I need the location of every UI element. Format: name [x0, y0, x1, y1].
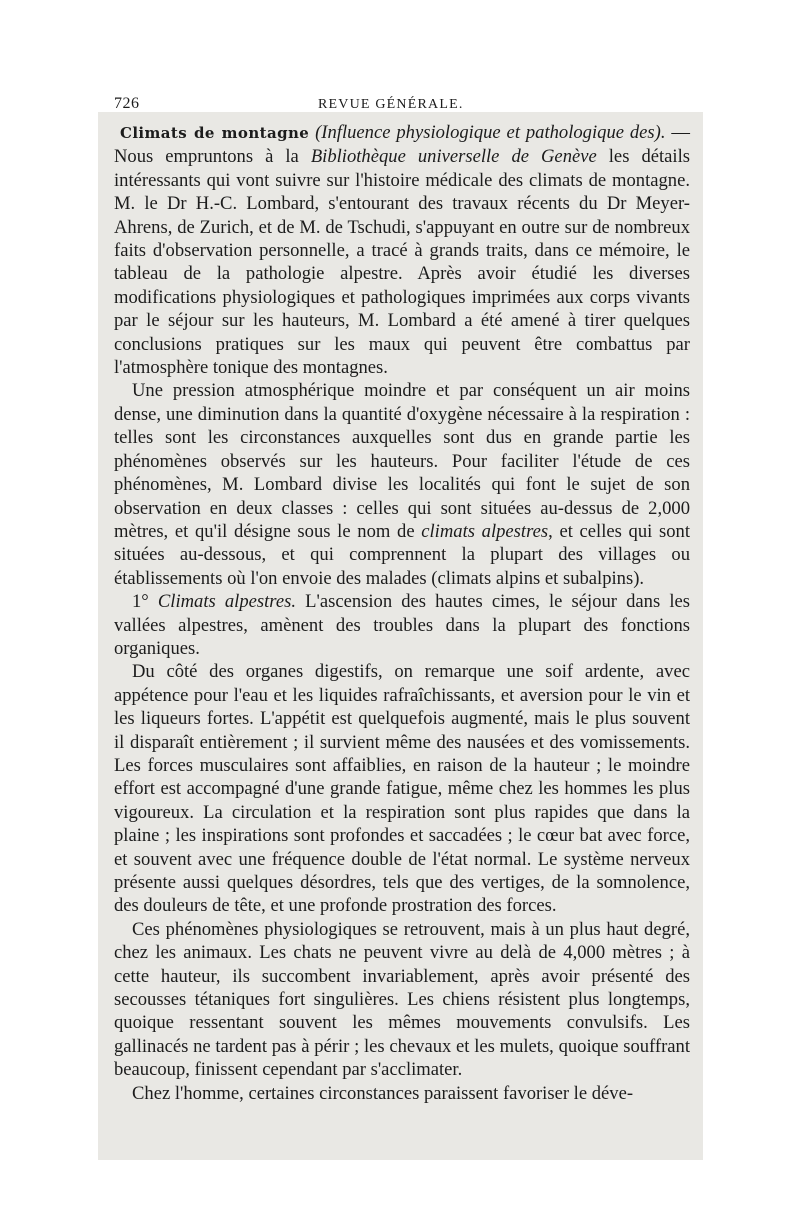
paragraph [114, 590, 690, 660]
paragraph [114, 1082, 690, 1105]
italic-text: Climats alpestres. [157, 591, 296, 613]
page-header [114, 95, 690, 121]
body-text: — Nous empruntons à la [114, 122, 690, 168]
paragraph [114, 121, 690, 379]
body-text: Ces phénomènes physiologiques se retrouvent, mais à un plus haut degré, chez les animaux. Les chats ne peuvent vivre au delà de 4,000 mètres ; à cette hauteur, ils succombent invariablement, après avoir présenté des secousses tétaniques fort singulières. Les chiens résistent plus longtemps, quoique ressentant souvent les mêmes mouvements convulsifs. Les gallinacés ne tardent pas à périr ; les chevaux et les mulets, quoique souffrant beaucoup, finissent cependant par s'acclimater. [114, 918, 690, 1081]
body-text: Du côté des organes digestifs, on remarque une soif ardente, avec appétence pour l'eau et les liquides rafraîchissants, et aversion pour le vin et les liqueurs fortes. L'appétit est quelquefois augmenté, mais le plus souvent il disparaît entièrement ; il survient même des nausées et des vomissements. Les forces musculaires sont affaiblies, en raison de la hauteur ; le moindre effort est accompagné d'une grande fatigue, même chez les hommes les plus vigoureux. La circulation et la respiration sont plus rapides que dans la plaine ; les inspirations sont profondes et saccadées ; le cœur bat avec force, et souvent avec une fréquence double de l'état normal. Le système nerveux présente aussi quelques désordres, tels que des vertiges, de la somnolence, des douleurs de tête, et une profonde prostration des forces. [114, 661, 690, 917]
body-text: Chez l'homme, certaines circonstances paraissent favoriser le déve- [132, 1082, 634, 1104]
running-head: REVUE GÉNÉRALE. [318, 97, 464, 112]
paragraph [114, 379, 690, 590]
section-heading: Climats de montagne [120, 124, 310, 142]
page-number: 726 [114, 95, 140, 112]
italic-text: Bibliothèque universelle de Genève [310, 146, 597, 168]
paragraph [114, 918, 690, 1082]
body-text: les détails intéressants qui vont suivre sur l'histoire médicale des climats de montagne. M. le Dr H.-C. Lombard, s'entourant des travaux récents du Dr Meyer-Ahrens, de Zurich, et de M. de Tschudi, s'appuyant en outre sur de nombreux faits d'observation personnelle, a tracé à grands traits, dans ce mémoire, le tableau de la pathologie alpestre. Après avoir étudié les diverses modifications physiologiques et pathologiques imprimées aux corps vivants par le séjour sur les hauteurs, M. Lombard a été amené à tirer quelques conclusions pratiques sur les maux qui peuvent être combattus par l'atmosphère tonique des montagnes. [114, 146, 690, 379]
italic-text: climats alpestres [421, 520, 549, 542]
article-body [114, 121, 690, 1105]
body-text: Une pression atmosphérique moindre et par conséquent un air moins dense, une diminution dans la quantité d'oxygène nécessaire à la respiration : telles sont les circonstances auxquelles sont dus en grande partie les phénomènes observés sur les hauteurs. Pour faciliter l'étude de ces phénomènes, M. Lombard divise les localités qui font le sujet de son observation en deux classes : celles qui sont situées au-dessus de 2,000 mètres, et qu'il désigne sous le nom de [114, 380, 690, 542]
body-text: 1° [132, 591, 158, 613]
body-text: L'ascension des hautes cimes, le séjour dans les vallées alpestres, amènent des troubles dans la plupart des fonctions organiques. [114, 591, 690, 659]
body-text: , et celles qui sont situées au-dessous, et qui comprennent la plupart des villages ou établissements où l'on envoie des malades (climats alpins et subalpins). [114, 520, 690, 589]
paragraph [114, 660, 690, 917]
section-heading-note: (Influence physiologique et pathologique des). [315, 122, 666, 143]
